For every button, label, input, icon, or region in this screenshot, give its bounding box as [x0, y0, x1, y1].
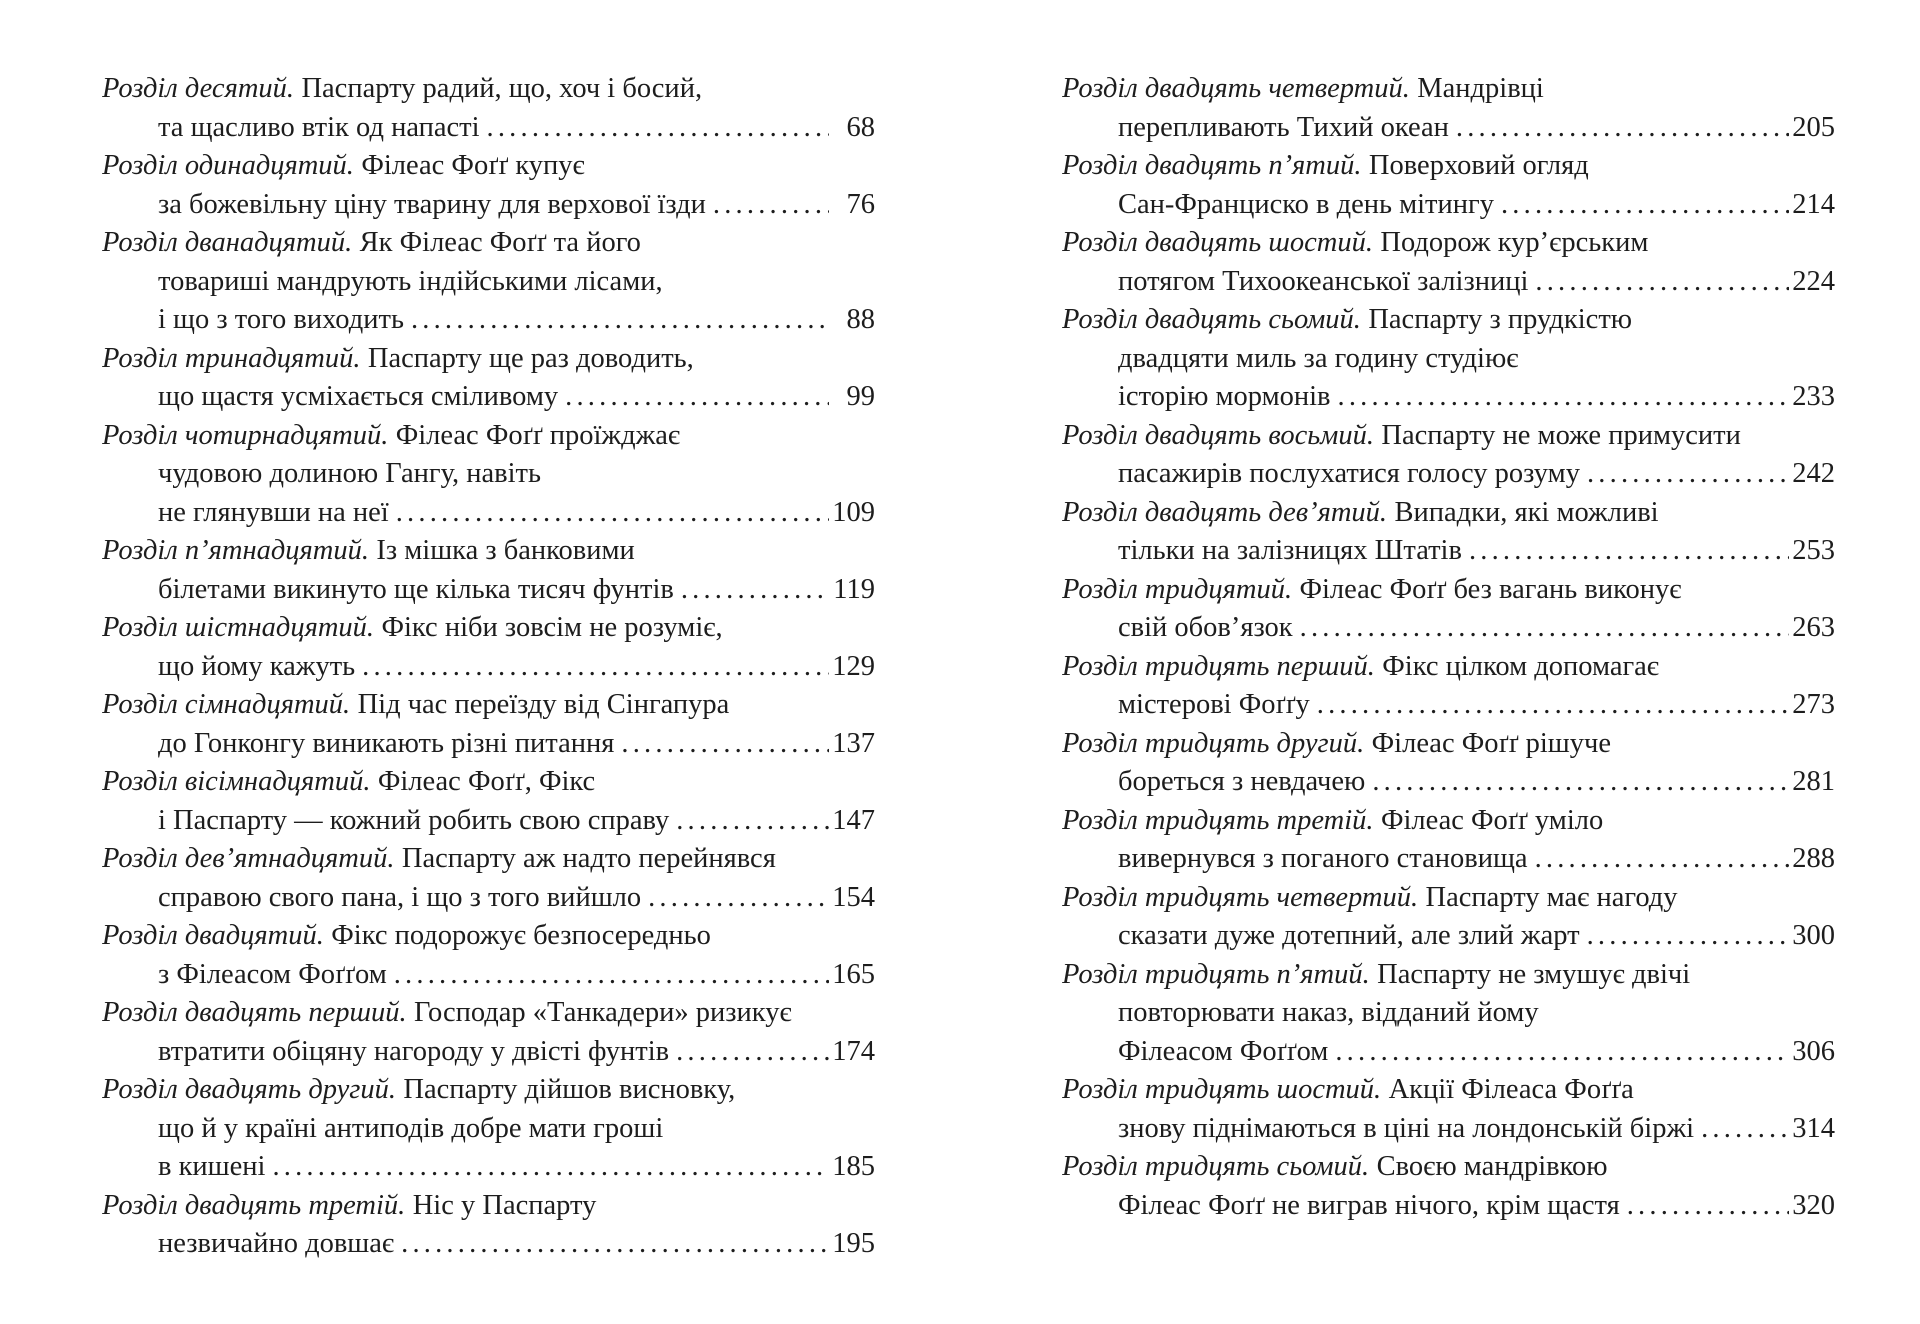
toc-entry [1062, 301, 1835, 417]
toc-entry [102, 1187, 875, 1264]
toc-line [1062, 70, 1835, 109]
toc-entry [1062, 224, 1835, 301]
page-number: 306 [1792, 1035, 1835, 1067]
toc-line [102, 763, 875, 802]
toc-line-text: Паспарту ще раз доводить, [367, 342, 694, 374]
page-number: 214 [1792, 188, 1835, 220]
chapter-label: Розділ тридцять третій. [1062, 804, 1374, 836]
toc-line [1062, 609, 1835, 648]
chapter-label: Розділ одинадцятий. [102, 150, 354, 181]
toc-line-text: справою свого пана, і що з того вийшло [158, 881, 642, 913]
chapter-label: Розділ двадцять третій. [102, 1189, 406, 1221]
toc-line [1062, 571, 1835, 610]
toc-line-text: що йому кажуть [158, 650, 356, 682]
toc-line [102, 1033, 875, 1072]
toc-line-text: Філеас Фоґґ купує [361, 150, 585, 181]
dot-leader [676, 1033, 829, 1072]
toc-line [102, 417, 875, 456]
toc-line-text: потягом Тихоокеанської залізниці [1118, 265, 1529, 297]
toc-line-text: тільки на залізницях Штатів [1118, 535, 1462, 566]
chapter-label: Розділ вісімнадцятий. [102, 766, 371, 797]
toc-entry [1062, 1071, 1835, 1148]
toc-entry [1062, 494, 1835, 571]
page-number: 185 [832, 1151, 875, 1182]
toc-entry [102, 147, 875, 224]
toc-entry [102, 224, 875, 340]
toc-entry [1062, 802, 1835, 879]
dot-leader [713, 186, 829, 225]
chapter-label: Розділ тридцять п’ятий. [1062, 958, 1370, 990]
toc-line [102, 378, 875, 417]
dot-leader [1587, 917, 1789, 956]
toc-line-text: Філеасом Фоґґом [1118, 1035, 1329, 1067]
dot-leader [362, 648, 829, 687]
toc-line [1062, 340, 1835, 379]
toc-line [1062, 109, 1835, 148]
chapter-label: Розділ шістнадцятий. [102, 612, 375, 643]
chapter-label: Розділ десятий. [102, 73, 295, 104]
chapter-label: Розділ двадцять восьмий. [1062, 419, 1374, 451]
toc-line [1062, 802, 1835, 841]
toc-entry [1062, 1148, 1835, 1225]
chapter-label: Розділ тридцятий. [1062, 573, 1293, 605]
toc-line [1062, 956, 1835, 995]
toc-line [1062, 1148, 1835, 1187]
dot-leader [1535, 840, 1789, 879]
toc-line-text: і Паспарту — кожний робить свою справу [158, 804, 670, 836]
page-number: 273 [1792, 689, 1835, 720]
toc-line [1062, 455, 1835, 494]
toc-line-text: не глянувши на неї [158, 496, 389, 528]
page-number: 288 [1792, 843, 1835, 874]
chapter-label: Розділ тридцять четвертий. [1062, 881, 1419, 913]
toc-line-text: Філеас Фоґґ проїжджає [395, 419, 681, 451]
toc-line-text: двадцяти миль за годину студіює [1118, 342, 1519, 374]
toc-entry [1062, 956, 1835, 1072]
toc-line-text: Ніс у Паспарту [412, 1189, 597, 1221]
chapter-label: Розділ тридцять другий. [1062, 727, 1365, 759]
dot-leader [565, 378, 829, 417]
toc-line [1062, 725, 1835, 764]
toc-line [1062, 1033, 1835, 1072]
toc-line-text: Фікс подорожує безпосередньо [331, 920, 711, 951]
page-number: 68 [846, 111, 875, 143]
dot-leader [396, 494, 829, 533]
toc-line [1062, 147, 1835, 186]
chapter-label: Розділ двадцять п’ятий. [1062, 150, 1362, 181]
chapter-label: Розділ тринадцятий. [102, 342, 361, 374]
chapter-label: Розділ тридцять сьомий. [1062, 1151, 1370, 1182]
page-number: 119 [833, 573, 875, 605]
dot-leader [1587, 455, 1789, 494]
toc-entry [1062, 571, 1835, 648]
chapter-label: Розділ двадцять сьомий. [1062, 304, 1361, 335]
toc-line-text: бореться з невдачею [1118, 766, 1366, 797]
page-number: 281 [1792, 766, 1835, 797]
toc-line [102, 455, 875, 494]
toc-line [102, 802, 875, 841]
toc-entry [102, 609, 875, 686]
dot-leader [1701, 1110, 1789, 1149]
chapter-label: Розділ двадцять дев’ятий. [1062, 496, 1388, 528]
toc-line [1062, 994, 1835, 1033]
chapter-label: Розділ сімнадцятий. [102, 689, 351, 720]
toc-line-text: Поверховий огляд [1368, 150, 1589, 181]
toc-line [102, 1225, 875, 1264]
page-number: 147 [832, 804, 875, 836]
toc-line [1062, 494, 1835, 533]
toc-entry [102, 994, 875, 1071]
dot-leader [487, 109, 829, 148]
page-number: 154 [832, 881, 875, 913]
toc-line-text: Випадки, які можливі [1394, 496, 1659, 528]
toc-line [1062, 263, 1835, 302]
page-number: 109 [832, 496, 875, 528]
toc-line-text: Фікс цілком допомагає [1382, 650, 1660, 682]
toc-line [102, 532, 875, 571]
chapter-label: Розділ п’ятнадцятий. [102, 535, 369, 566]
toc-line-text: Із мішка з банковими [376, 535, 635, 566]
toc-line-text: містерові Фоґґу [1118, 689, 1310, 720]
toc-line [102, 70, 875, 109]
toc-line [1062, 1187, 1835, 1226]
toc-line [102, 879, 875, 918]
toc-line [102, 994, 875, 1033]
toc-line [102, 340, 875, 379]
toc-entry [1062, 879, 1835, 956]
toc-line-text: Паспарту дійшов висновку, [403, 1074, 736, 1105]
toc-line-text: Мандрівці [1417, 73, 1544, 104]
page-number: 314 [1792, 1112, 1835, 1144]
page-number: 242 [1792, 458, 1835, 489]
toc-line [102, 686, 875, 725]
toc-line [102, 840, 875, 879]
chapter-label: Розділ чотирнадцятий. [102, 419, 389, 451]
toc-entry [1062, 70, 1835, 147]
toc-line-text: в кишені [158, 1151, 266, 1182]
page-number: 165 [832, 958, 875, 990]
toc-line-text: сказати дуже дотепний, але злий жарт [1118, 920, 1580, 951]
toc-line [102, 263, 875, 302]
toc-line [1062, 301, 1835, 340]
toc-line-text: Як Філеас Фоґґ та його [359, 227, 641, 258]
toc-line-text: до Гонконгу виникають різні питання [158, 727, 615, 759]
toc-line [1062, 1110, 1835, 1149]
toc-line [102, 1187, 875, 1226]
toc-line [102, 956, 875, 995]
toc-line [102, 1110, 875, 1149]
page-number: 320 [1792, 1189, 1835, 1221]
toc-line-text: і що з того виходить [158, 304, 404, 335]
toc-line-text: Паспарту має нагоду [1425, 881, 1678, 913]
toc-line [1062, 532, 1835, 571]
page-number: 263 [1792, 612, 1835, 643]
toc-line [1062, 686, 1835, 725]
toc-line-text: повторювати наказ, відданий йому [1118, 997, 1539, 1028]
toc-line [1062, 417, 1835, 456]
toc-line [1062, 186, 1835, 225]
page-number: 88 [846, 304, 875, 335]
dot-leader [1627, 1187, 1789, 1226]
toc-line-text: Паспарту з прудкістю [1368, 304, 1633, 335]
page-number: 224 [1792, 265, 1835, 297]
toc-line [102, 109, 875, 148]
toc-line-text: Сан-Франциско в день мітингу [1118, 188, 1494, 220]
dot-leader [1335, 1033, 1789, 1072]
toc-line [1062, 224, 1835, 263]
dot-leader [1317, 686, 1789, 725]
dot-leader [1300, 609, 1789, 648]
dot-leader [1501, 186, 1789, 225]
toc-line-text: чудовою долиною Гангу, навіть [158, 458, 541, 489]
toc-line-text: Паспарту радий, що, хоч і босий, [301, 73, 703, 104]
page-number: 137 [832, 727, 875, 759]
toc-entry [1062, 147, 1835, 224]
dot-leader [621, 725, 829, 764]
chapter-label: Розділ двадцять шостий. [1062, 227, 1373, 258]
toc-entry [1062, 417, 1835, 494]
toc-line [1062, 648, 1835, 687]
page-number: 195 [832, 1228, 875, 1259]
toc-line-text: що й у країні антиподів добре мати гроші [158, 1112, 664, 1144]
toc-line [1062, 840, 1835, 879]
dot-leader [401, 1225, 829, 1264]
toc-line [102, 725, 875, 764]
toc-line-text: незвичайно довшає [158, 1228, 395, 1259]
dot-leader [1469, 532, 1789, 571]
dot-leader [676, 802, 829, 841]
page-number: 300 [1792, 920, 1835, 951]
toc-entry [102, 340, 875, 417]
toc-line-text: втратити обіцяну нагороду у двісті фунтів [158, 1035, 670, 1067]
toc-line [102, 147, 875, 186]
toc-line-text: Під час переїзду від Сінгапура [357, 689, 730, 720]
toc-line [102, 648, 875, 687]
toc-line-text: знову піднімаються в ціні на лондонській біржі [1118, 1112, 1695, 1144]
page-number: 99 [846, 381, 875, 412]
toc-line [102, 224, 875, 263]
toc-entry [102, 417, 875, 533]
chapter-label: Розділ дванадцятий. [102, 227, 353, 258]
dot-leader [681, 571, 829, 610]
toc-line-text: з Філеасом Фоґґом [158, 958, 387, 990]
dot-leader [1535, 263, 1789, 302]
chapter-label: Розділ тридцять шостий. [1062, 1074, 1382, 1105]
toc-line-text: Філеас Фоґґ без вагань виконує [1299, 573, 1682, 605]
toc-line [1062, 378, 1835, 417]
toc-line-text: Фікс ніби зовсім не розуміє, [381, 612, 723, 643]
toc-line-text: товариші мандрують індійськими лісами, [158, 265, 663, 297]
toc-line-text: що щастя усміхається сміливому [158, 381, 559, 412]
toc-entry [1062, 648, 1835, 725]
dot-leader [648, 879, 829, 918]
dot-leader [1338, 378, 1790, 417]
toc-line [1062, 1071, 1835, 1110]
chapter-label: Розділ двадцять четвертий. [1062, 73, 1410, 104]
toc-line-text: Господар «Танкадери» ризикує [414, 997, 792, 1028]
page-number: 233 [1792, 381, 1835, 412]
chapter-label: Розділ двадцять перший. [102, 997, 407, 1028]
chapter-label: Розділ тридцять перший. [1062, 650, 1375, 682]
page-number: 174 [832, 1035, 875, 1067]
toc-line-text: пасажирів послухатися голосу розуму [1118, 458, 1580, 489]
toc-line [102, 571, 875, 610]
toc-entry [102, 917, 875, 994]
toc-line [1062, 879, 1835, 918]
toc-line-text: Паспарту не може примусити [1381, 419, 1741, 451]
toc-entry [102, 763, 875, 840]
toc-line [102, 301, 875, 340]
toc-line-text: Філеас Фоґґ, Фікс [377, 766, 596, 797]
toc-entry [1062, 725, 1835, 802]
toc-line-text: Філеас Фоґґ рішуче [1371, 727, 1611, 759]
toc-line-text: свій обов’язок [1118, 612, 1293, 643]
dot-leader [1456, 109, 1789, 148]
toc-line-text: за божевільну ціну тварину для верхової їзди [158, 188, 706, 220]
dot-leader [272, 1148, 829, 1187]
toc-line-text: та щасливо втік од напасті [158, 111, 480, 143]
toc-line-text: вивернувся з поганого становища [1118, 843, 1528, 874]
toc-line [102, 1071, 875, 1110]
toc-line-text: Своєю мандрівкою [1376, 1151, 1608, 1182]
toc-line-text: Паспарту аж надто перейнявся [401, 843, 776, 874]
toc-line [102, 609, 875, 648]
page-number: 76 [846, 188, 875, 220]
toc-line-text: перепливають Тихий океан [1118, 111, 1449, 143]
toc-line-text: Подорож кур’єрським [1380, 227, 1649, 258]
page-number: 205 [1792, 111, 1835, 143]
toc-column-right [1062, 70, 1835, 1225]
toc-entry [102, 532, 875, 609]
toc-line [1062, 763, 1835, 802]
toc-entry [102, 686, 875, 763]
dot-leader [394, 956, 829, 995]
dot-leader [411, 301, 829, 340]
toc-line [102, 494, 875, 533]
toc-entry [102, 70, 875, 147]
toc-line [1062, 917, 1835, 956]
toc-line-text: історію мормонів [1118, 381, 1331, 412]
toc-line [102, 917, 875, 956]
chapter-label: Розділ двадцятий. [102, 920, 324, 951]
page-number: 253 [1792, 535, 1835, 566]
toc-line-text: Паспарту не змушує двічі [1377, 958, 1691, 990]
toc-line-text: Філеас Фоґґ уміло [1380, 804, 1604, 836]
chapter-label: Розділ двадцять другий. [102, 1074, 397, 1105]
toc-line [102, 186, 875, 225]
page-number: 129 [832, 650, 875, 682]
toc-line [102, 1148, 875, 1187]
chapter-label: Розділ дев’ятнадцятий. [102, 843, 395, 874]
toc-entry [102, 840, 875, 917]
toc-line-text: Філеас Фоґґ не виграв нічого, крім щастя [1118, 1189, 1620, 1221]
dot-leader [1372, 763, 1789, 802]
toc-column-left [102, 70, 875, 1264]
toc-entry [102, 1071, 875, 1187]
toc-line-text: білетами викинуто ще кілька тисяч фунтів [158, 573, 674, 605]
toc-line-text: Акції Філеаса Фоґґа [1388, 1074, 1634, 1105]
